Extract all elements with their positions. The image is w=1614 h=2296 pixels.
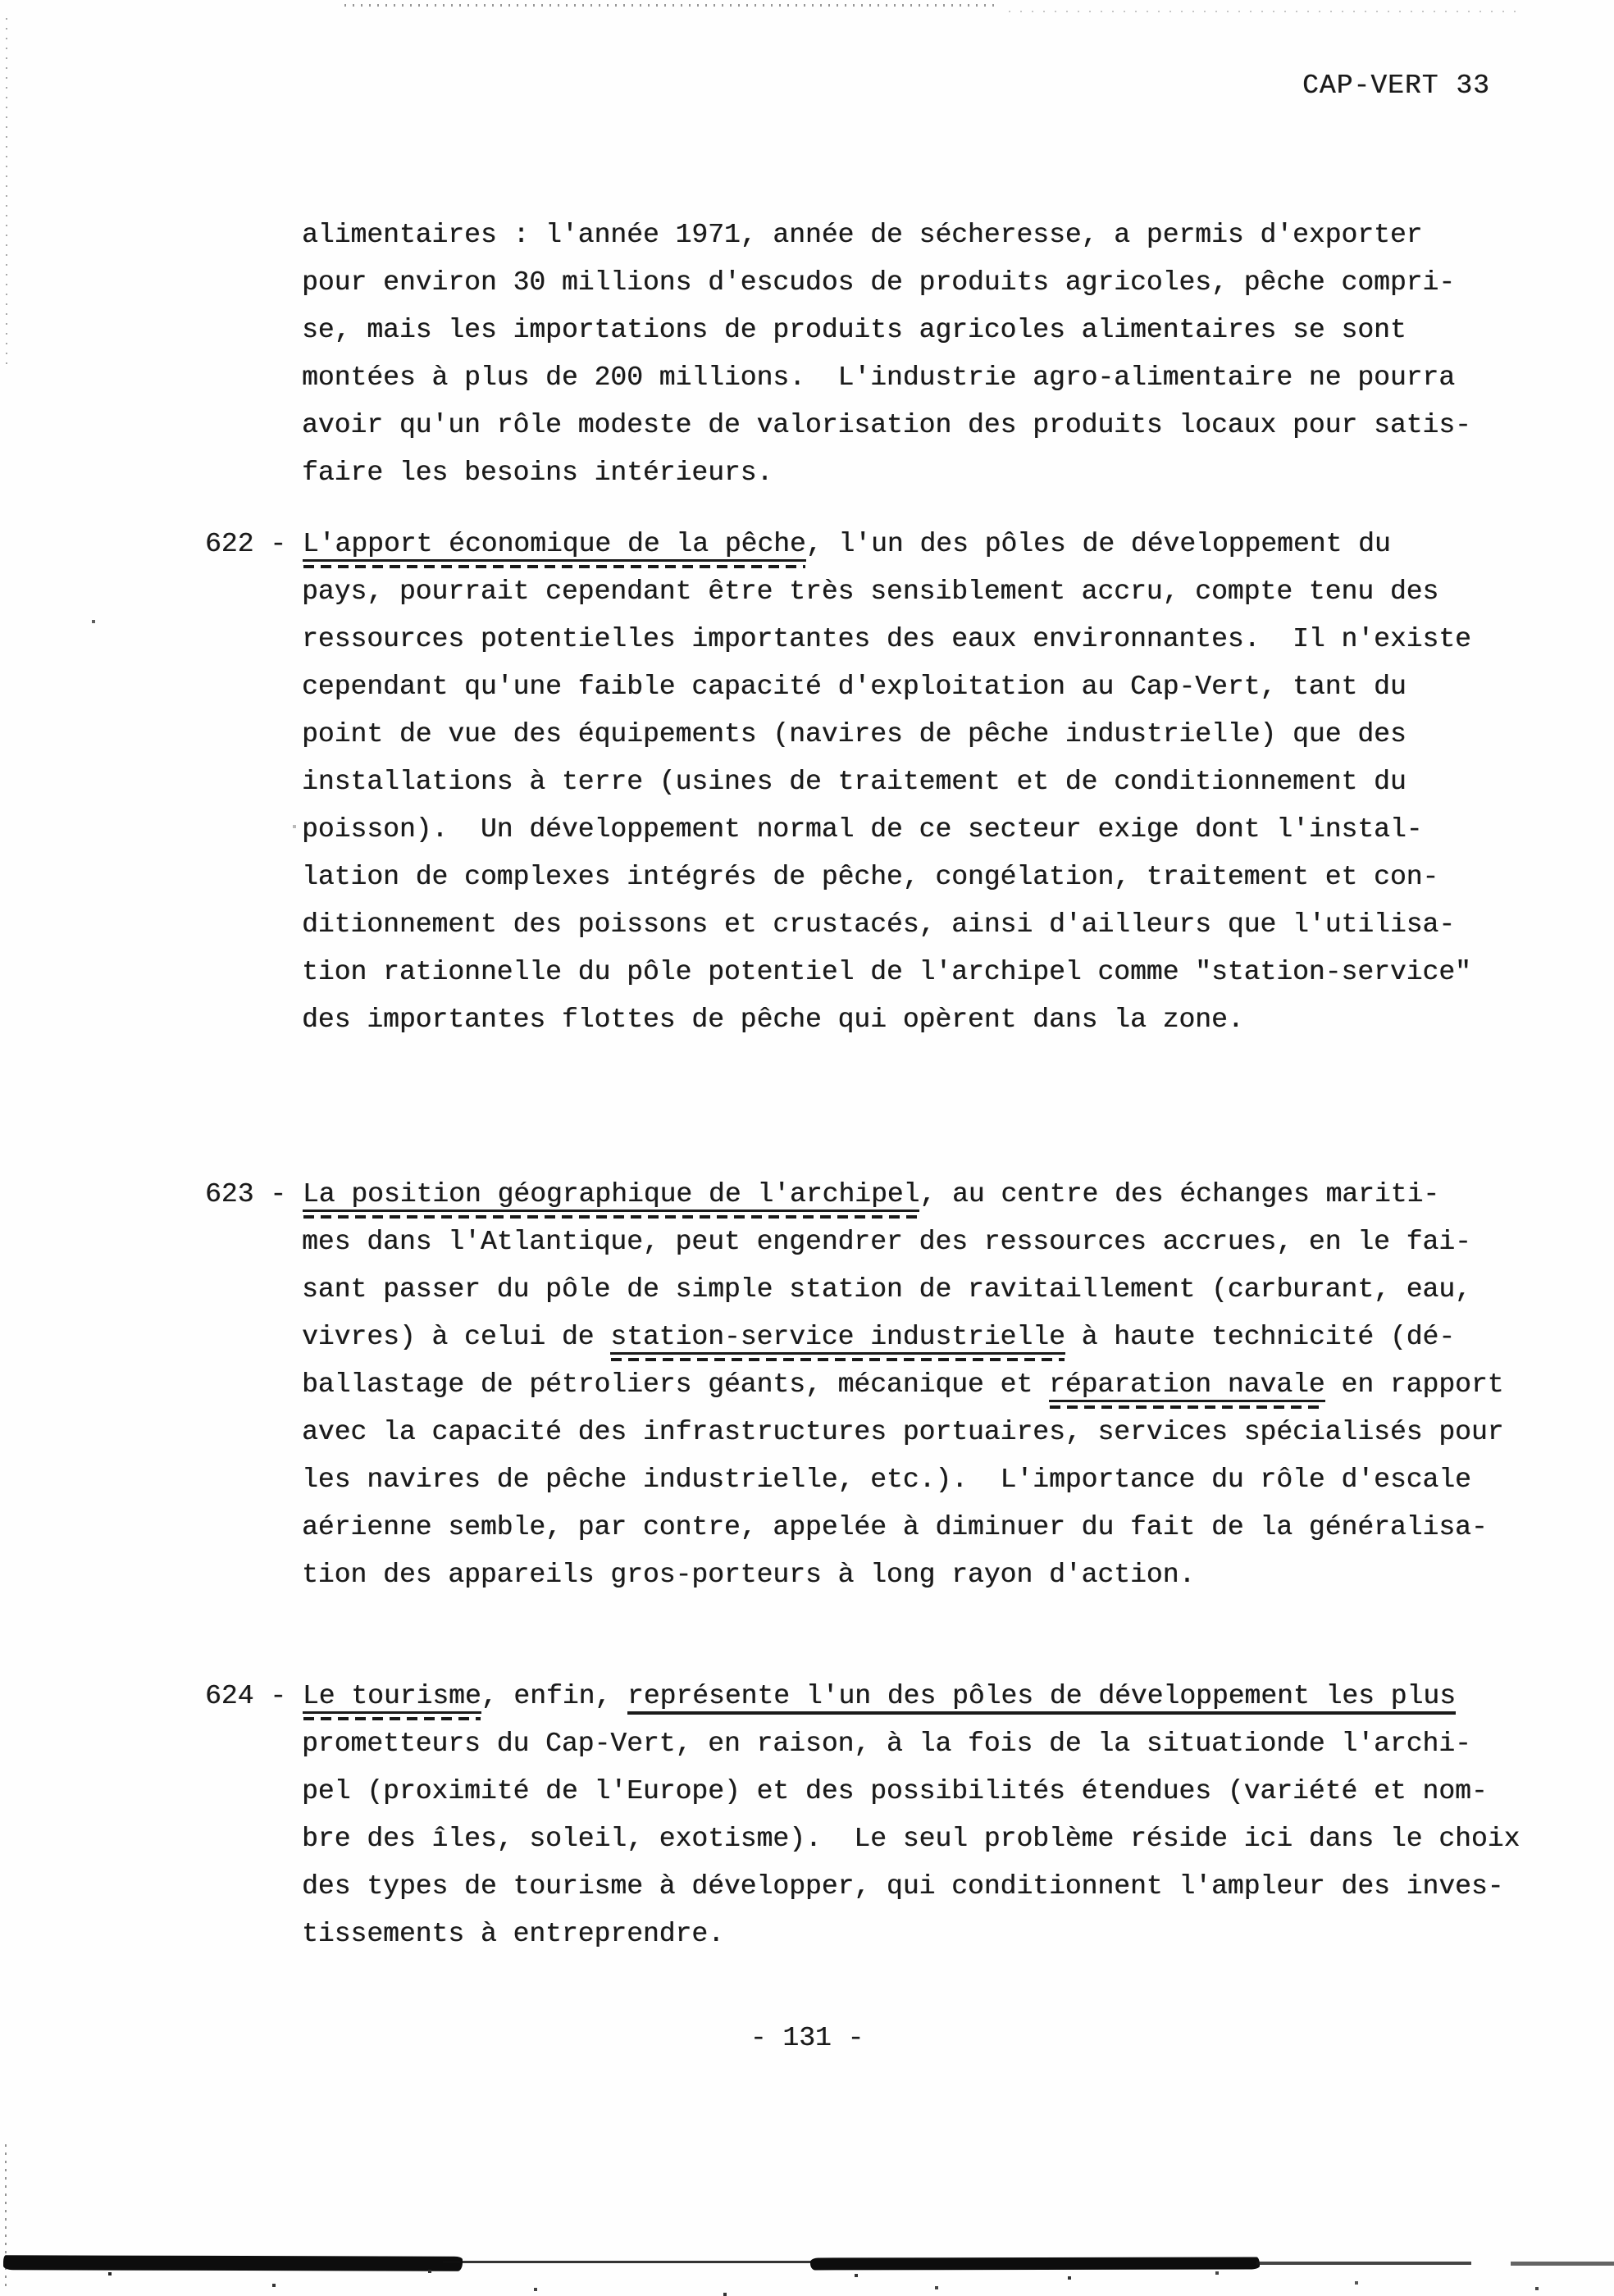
text-line [205,212,1550,259]
text-segment: montées à plus de 200 millions. L'industrie agro-alimentaire ne pourra [302,362,1456,393]
text-line [205,1456,1550,1504]
text-line [205,1815,1550,1863]
underlined-topic: La position géographique de l'archipel [303,1179,920,1212]
scan-noise-left [6,18,7,371]
text-segment: bre des îles, soleil, exotisme). Le seul problème réside ici dans le choix [302,1824,1521,1854]
text-line [205,354,1550,402]
text-segment: sant passer du pôle de simple station de ravitaillement (carburant, eau, [302,1274,1471,1305]
text-line [205,901,1550,949]
paragraph-continuation [205,212,1550,497]
text-line [205,711,1550,758]
text-line [205,1219,1550,1266]
section-number: 624 - [205,1681,303,1711]
text-line [205,1911,1550,1958]
text-segment: pour environ 30 millions d'escudos de produits agricoles, pêche compri- [302,267,1456,298]
text-line [205,307,1550,354]
underlined-phrase: station-service industrielle [610,1322,1065,1355]
section-622 [205,521,1550,1044]
text-line [205,521,1550,568]
text-segment: en rapport [1324,1369,1504,1400]
scan-band-artifact [1511,2262,1614,2266]
text-segment: poisson). Un développement normal de ce secteur exige dont l'instal- [302,814,1423,845]
text-line [205,1673,1550,1720]
text-line [205,616,1550,663]
text-segment: , l'un des pôles de développement du [805,529,1391,559]
section-number: 623 - [205,1179,303,1210]
text-segment: avec la capacité des infrastructures portuaires, services spécialisés pour [302,1417,1504,1447]
text-segment: des types de tourisme à développer, qui conditionnent l'ampleur des inves- [302,1871,1504,1902]
text-line [205,1171,1550,1219]
scan-noise-left [5,2144,7,2292]
scan-noise-top [1009,11,1525,12]
scan-speckles [0,0,2,2]
text-segment: se, mais les importations de produits agricoles alimentaires se sont [302,315,1407,345]
text-line [205,1720,1550,1768]
text-segment: mes dans l'Atlantique, peut engendrer des ressources accrues, en le fai- [302,1227,1471,1257]
text-segment: cependant qu'une faible capacité d'exploitation au Cap-Vert, tant du [302,672,1407,702]
running-head: CAP-VERT 33 [1302,71,1490,101]
text-segment: faire les besoins intérieurs. [302,458,773,488]
text-line [205,806,1550,854]
text-segment: , au centre des échanges mariti- [919,1179,1440,1210]
text-line [205,1768,1550,1815]
text-segment: , enfin, [481,1681,627,1711]
scan-band-artifact [443,2261,832,2263]
text-segment: pel (proximité de l'Europe) et des possibilités étendues (variété et nom- [302,1776,1488,1806]
text-segment: vivres) à celui de [302,1322,611,1352]
scan-band-artifact [810,2257,1260,2271]
underlined-topic: Le tourisme [303,1681,481,1714]
scan-band-artifact [3,2255,463,2271]
text-line [205,949,1550,996]
text-segment: à haute technicité (dé- [1065,1322,1456,1352]
text-line [205,1409,1550,1456]
text-segment: aérienne semble, par contre, appelée à diminuer du fait de la généralisa- [302,1512,1488,1542]
text-line [205,1266,1550,1314]
text-line [205,996,1550,1044]
page-number: - 131 - [750,2023,864,2053]
text-line [205,1551,1550,1599]
underlined-topic: L'apport économique de la pêche [303,529,806,562]
text-line [205,1504,1550,1551]
text-line [205,402,1550,449]
text-segment: point de vue des équipements (navires de pêche industrielle) que des [302,719,1407,749]
text-segment: les navires de pêche industrielle, etc.). L'importance du rôle d'escale [302,1465,1471,1495]
text-segment: pays, pourrait cependant être très sensiblement accru, compte tenu des [302,576,1439,607]
text-line [205,663,1550,711]
text-segment: ballastage de pétroliers géants, mécanique et [302,1369,1049,1400]
text-segment: tissements à entreprendre. [302,1919,724,1949]
scan-noise-top [344,4,1001,7]
scan-band-artifact [1256,2262,1471,2265]
section-623 [205,1171,1550,1599]
underlined-phrase: représente l'un des pôles de développement les plus [627,1681,1456,1715]
text-line [205,758,1550,806]
text-segment: installations à terre (usines de traitement et de conditionnement du [302,767,1407,797]
text-line [205,854,1550,901]
text-segment: alimentaires : l'année 1971, année de sécheresse, a permis d'exporter [302,220,1423,250]
text-segment: tion rationnelle du pôle potentiel de l'archipel comme "station-service" [302,957,1471,987]
text-line [205,259,1550,307]
text-line [205,1314,1550,1361]
section-624 [205,1673,1550,1958]
text-segment: prometteurs du Cap-Vert, en raison, à la fois de la situationde l'archi- [302,1729,1471,1759]
text-segment: avoir qu'un rôle modeste de valorisation des produits locaux pour satis- [302,410,1471,440]
text-line [205,1361,1550,1409]
text-line [205,1863,1550,1911]
text-segment: lation de complexes intégrés de pêche, congélation, traitement et con- [302,862,1439,892]
section-number: 622 - [205,529,303,559]
text-segment: ressources potentielles importantes des eaux environnantes. Il n'existe [302,624,1471,654]
text-segment: tion des appareils gros-porteurs à long rayon d'action. [302,1560,1196,1590]
text-segment: des importantes flottes de pêche qui opèrent dans la zone. [302,1004,1244,1035]
underlined-phrase: réparation navale [1049,1369,1325,1402]
text-segment: ditionnement des poissons et crustacés, ainsi d'ailleurs que l'utilisa- [302,909,1456,940]
text-line [205,568,1550,616]
text-line [205,449,1550,497]
